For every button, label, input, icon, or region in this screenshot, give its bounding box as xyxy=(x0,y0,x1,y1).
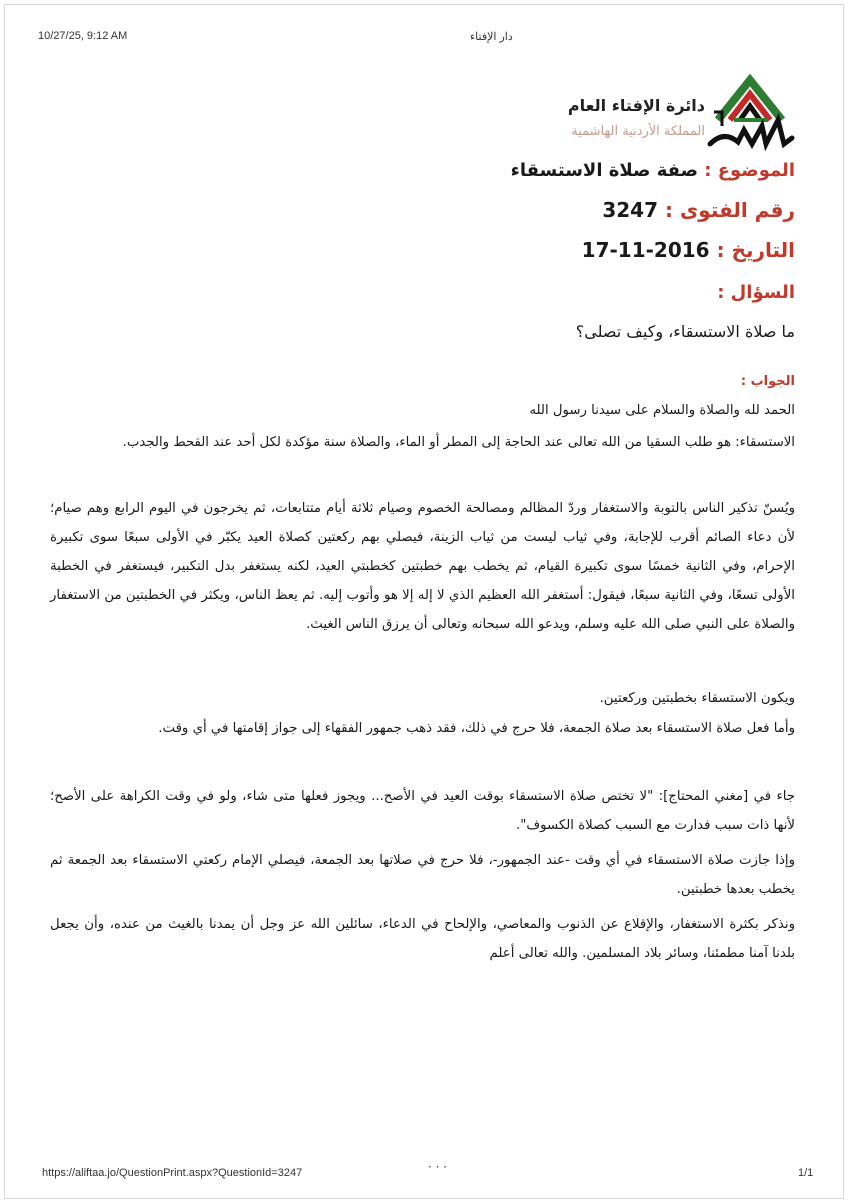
print-page-number: 1/1 xyxy=(798,1167,814,1179)
answer-paragraph: ويكون الاستسقاء بخطبتين وركعتين. xyxy=(599,691,795,706)
answer-paragraph: الحمد لله والصلاة والسلام على سيدنا رسول الله xyxy=(529,403,795,418)
organization-name: دائرة الإفتاء العام xyxy=(567,96,705,115)
answer-paragraph: ويُسنّ تذكير الناس بالتوبة والاستغفار وردّ المظالم ومصالحة الخصوم وصيام ثلاثة أيام متتابعات، ثم يخرجون في اليوم الرابع وهم صيام؛ لأن دعاء الصائم أقرب للإجابة، وفي ثياب ليست من ثياب الزينة، فيصلي بهم ركعتين كصلاة العيد يكبّر في الأولى سبعًا سوى تكبيرة الإحرام، وفي الثانية خمسًا سوى تكبيرة القيام، ثم يخطب بهم خطبتين كخطبتي العيد، لكنه يستغفر بدل التكبير، فيستغفر في الخطبة الأولى تسعًا، وفي الثانية سبعًا، فيقول: أستغفر الله العظيم الذي لا إله إلا هو وأتوب إليه. ثم يعظ الناس، ويكثر في الخطبتين من الاستغفار والصلاة على النبي صلى الله عليه وسلم، ويدعو الله سبحانه وتعالى أن يرزق الناس الغيث. xyxy=(50,501,795,632)
fatwa-number-line xyxy=(602,198,795,222)
scan-mark: · · · xyxy=(428,1160,448,1174)
subject-label: الموضوع : xyxy=(704,160,795,181)
print-datetime: 10/27/25, 9:12 AM xyxy=(38,30,128,42)
subject-value: صفة صلاة الاستسقاء xyxy=(510,160,698,181)
subject-line xyxy=(511,160,795,181)
question-label: السؤال : xyxy=(717,282,795,303)
question-label-line xyxy=(717,282,795,303)
answer-paragraph: جاء في [مغني المحتاج]: "لا تختص صلاة الاستسقاء بوقت العيد في الأصح... ويجوز فعلها متى شاء، ولو في وقت الكراهة على الأصح؛ لأنها ذات سبب فدارت مع السبب كصلاة الكسوف". xyxy=(50,789,795,833)
organization-subtitle: المملكة الأردنية الهاشمية xyxy=(571,124,705,139)
answer-paragraph: ونذكر بكثرة الاستغفار، والإقلاع عن الذنوب والمعاصي، والإلحاح في الدعاء، سائلين الله عز وجل أن يمدنا بالغيث من عنده، وأن يجعل بلدنا آمنا مطمئنا، وسائر بلاد المسلمين. والله تعالى أعلم xyxy=(50,917,795,961)
print-url: https://aliftaa.jo/QuestionPrint.aspx?QuestionId=3247 xyxy=(42,1167,303,1179)
fatwa-date-value: 17-11-2016 xyxy=(581,238,710,262)
question-text: ما صلاة الاستسقاء، وكيف تصلى؟ xyxy=(575,322,795,341)
fatwa-date-label: التاريخ : xyxy=(716,238,795,262)
answer-paragraph: وأما فعل صلاة الاستسقاء بعد صلاة الجمعة، فلا حرج في ذلك، فقد ذهب جمهور الفقهاء إلى جواز إقامتها في أي وقت. xyxy=(158,721,795,736)
fatwa-number-label: رقم الفتوى : xyxy=(664,198,795,222)
fatwa-number-value: 3247 xyxy=(602,198,659,222)
answer-paragraph: الاستسقاء: هو طلب السقيا من الله تعالى عند الحاجة إلى المطر أو الماء، والصلاة سنة مؤكدة لكل أحد عند القحط والجدب. xyxy=(122,435,795,450)
fatwa-date-line xyxy=(582,238,795,262)
iftaa-logo-icon xyxy=(704,60,796,152)
answer-label: الجواب : xyxy=(740,374,795,389)
print-page-title: دار الإفتاء xyxy=(470,31,513,43)
answer-paragraph: وإذا جازت صلاة الاستسقاء في أي وقت -عند الجمهور-، فلا حرج في صلاتها بعد الجمعة، فيصلي الإمام ركعتي الاستسقاء بعد الجمعة ثم يخطب بعدها خطبتين. xyxy=(50,853,795,897)
